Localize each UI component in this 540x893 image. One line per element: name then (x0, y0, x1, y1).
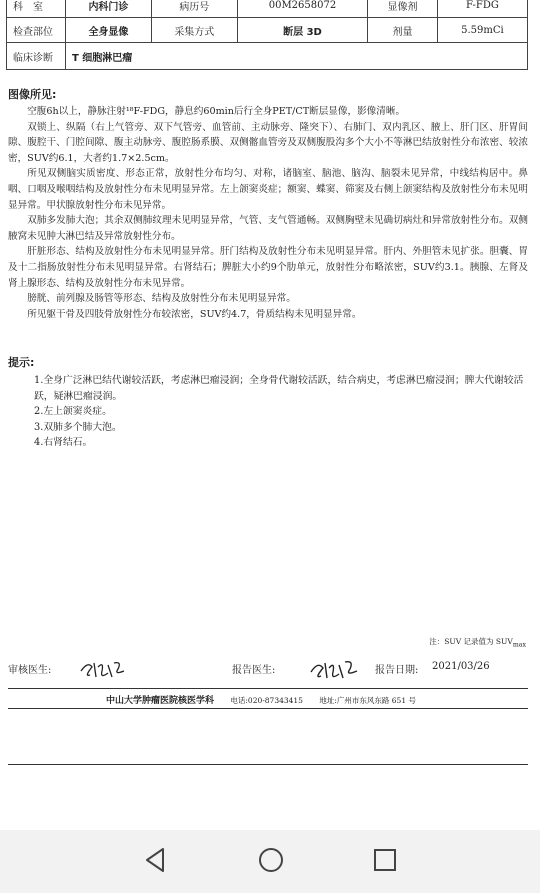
tips-body (34, 373, 528, 451)
method-value: 断层 3D (237, 18, 367, 43)
report-date-value: 2021/03/26 (432, 661, 490, 672)
exam-site-value: 全身显像 (66, 18, 152, 43)
suv-note (429, 636, 526, 649)
findings-paragraph: 空腹6h以上，静脉注射¹⁸F-FDG，静息约60min后行全身PET/CT断层显像，影像清晰。 (27, 106, 406, 117)
findings-title: 图像所见: (8, 88, 57, 101)
footer-institution: 中山大学肿瘤医院核医学科 (106, 696, 215, 706)
diagnosis-value: T 细胞淋巴瘤 (66, 43, 528, 70)
dose-label: 剂量 (368, 18, 438, 43)
suv-note-text: 注：SUV 记录值为 SUV (429, 637, 513, 646)
tracer-label: 显像剂 (368, 0, 438, 18)
footer-address: 地址:广州市东风东路 651 号 (319, 696, 416, 705)
android-nav-bar (0, 830, 540, 893)
signature-row (8, 657, 528, 683)
findings-paragraph: 膀胱、前列腺及肠管等形态、结构及放射性分布未见明显异常。 (27, 293, 296, 305)
back-icon[interactable] (143, 846, 167, 874)
exam-site-label: 检查部位 (7, 18, 66, 43)
findings-paragraph: 肝脏形态、结构及放射性分布未见明显异常。肝门结构及放射性分布未见明显异常。肝内、外胆管未见扩张。胆囊、胃及十二指肠放射性分布未见明显异常。右肾结石；脾脏大小约9个肋单元，放射性分布略浓密，SUV约3.1。胰腺、左肾及肾上腺形态、结构及放射性分布未见异常。 (8, 246, 528, 289)
page-bottom-rule (8, 764, 528, 765)
suv-note-sub: max (512, 641, 526, 649)
info-row-2 (7, 18, 528, 43)
findings-paragraph: 所见躯干骨及四肢骨放射性分布较浓密，SUV约4.7，骨质结构未见明显异常。 (27, 308, 362, 320)
dose-value: 5.59mCi (437, 18, 527, 43)
footer-phone: 电话:020-87343415 (230, 696, 303, 705)
record-no-label: 病历号 (151, 0, 237, 18)
reporter-label: 报告医生: (232, 665, 276, 676)
dept-value: 内科门诊 (66, 0, 152, 18)
method-label: 采集方式 (151, 18, 237, 43)
record-no-value: 00M2658072 (237, 0, 367, 18)
reviewer-label: 审核医生: (8, 665, 52, 676)
footer (8, 693, 528, 706)
tip-item: 4.右肾结石。 (34, 437, 93, 449)
footer-divider-top (8, 688, 528, 689)
footer-divider-bottom (8, 708, 528, 709)
findings-paragraph: 所见双侧脑实质密度、形态正常，放射性分布均匀、对称，诸脑室、脑池、脑沟、脑裂未见异常，中线结构居中。鼻咽、口咽及喉咽结构及放射性分布未见明显异常。左上颌窦炎症；额窦、蝶窦、筛窦及右侧上颌窦结构及放射性分布未见明显异常。甲状腺放射性分布未见异常。 (8, 168, 528, 211)
tracer-value: F-FDG (437, 0, 527, 18)
diagnosis-row (7, 43, 528, 70)
tip-item: 1.全身广泛淋巴结代谢较活跃，考虑淋巴瘤浸润；全身骨代谢较活跃，结合病史，考虑淋巴瘤浸润；脾大代谢较活跃，疑淋巴瘤浸润。 (34, 375, 524, 402)
reviewer-signature (78, 657, 130, 681)
findings-paragraph: 双肺多发肺大泡；其余双侧肺纹理未见明显异常，气管、支气管通畅。双侧胸壁未见确切病灶和异常放射性分布。双侧腋窝未见肿大淋巴结及异常放射性分布。 (8, 215, 528, 242)
report-date-label: 报告日期: (375, 665, 419, 676)
home-icon[interactable] (257, 846, 285, 874)
tip-item: 2.左上颌窦炎症。 (34, 406, 112, 418)
findings-paragraph: 双锁上、纵隔（右上气管旁、双下气管旁、血管前、主动脉旁、隆突下）、右肺门、双内乳区、腋上、肝门区、肝胃间隙、腹腔干、门腔间隙、腹主动脉旁、腹腔肠系膜、双侧髂血管旁及双侧腹股沟多个大小不等淋巴结放射性分布浓密、较浓密，SUV约6.1，大者约1.7×2.5cm。 (8, 121, 528, 164)
info-row-1 (7, 0, 528, 18)
patient-info-table (6, 0, 528, 70)
tips-title: 提示: (8, 356, 35, 369)
reporter-signature (308, 657, 364, 683)
dept-label: 科 室 (7, 0, 66, 18)
diagnosis-label: 临床诊断 (7, 43, 66, 70)
findings-body (8, 104, 528, 322)
tip-item: 3.双肺多个肺大泡。 (34, 421, 122, 433)
recents-icon[interactable] (373, 846, 397, 874)
